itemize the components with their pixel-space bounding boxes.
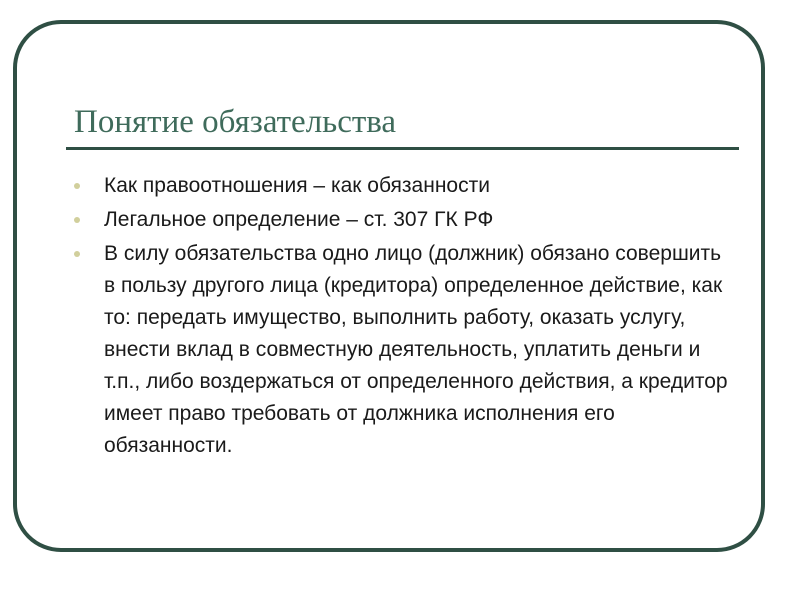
bullet-item [73, 170, 733, 202]
bullet-dot-icon [74, 183, 80, 189]
bullet-text: Легальное определение – ст. 307 ГК РФ [104, 208, 494, 231]
title-underline [66, 147, 739, 150]
bullet-dot-icon [74, 217, 80, 223]
bullet-item [73, 238, 733, 462]
bullet-list [73, 170, 733, 464]
bullet-dot-icon [74, 251, 80, 257]
slide-title: Понятие обязательства [74, 104, 397, 140]
bullet-text: Как правоотношения – как обязанности [104, 174, 490, 197]
bullet-text: В силу обязательства одно лицо (должник) обязано совершить в пользу другого лица (кредитора) определенное действие, как то: передать имущество, выполнить работу, оказать услугу, внести вклад в совместную деятельность, уплатить деньги и т.п., либо воздержаться от определенного действия, а кредитор имеет право требовать от должника исполнения его обязанности. [104, 242, 728, 457]
bullet-item [73, 204, 733, 236]
